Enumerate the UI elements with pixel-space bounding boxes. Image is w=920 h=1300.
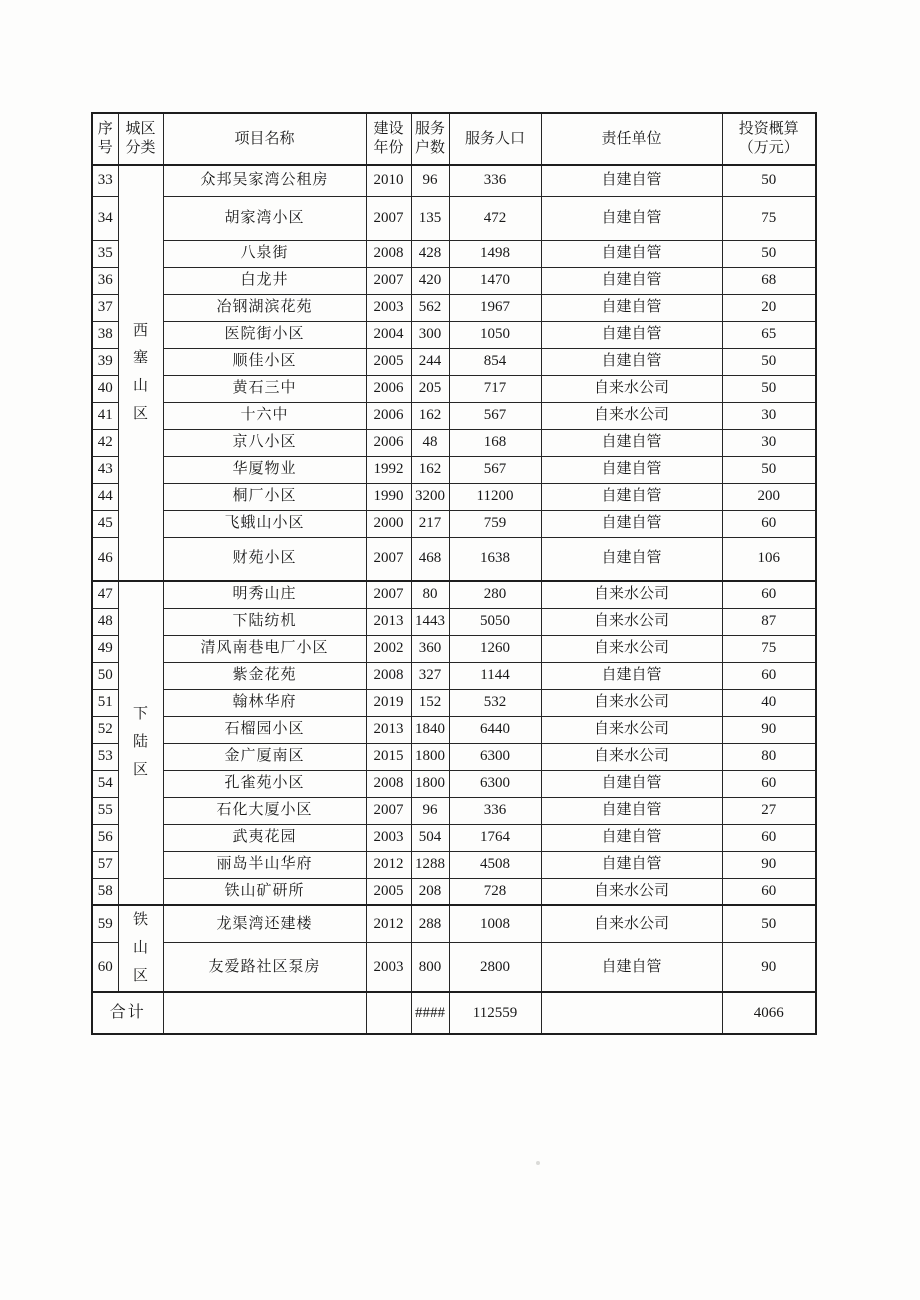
cell-unit: 自来水公司 (541, 375, 722, 402)
cell-population: 6440 (449, 716, 541, 743)
cell-year: 2005 (366, 348, 411, 375)
table-row (92, 348, 816, 375)
header-serial-line: 序号 (97, 121, 113, 156)
cell-investment: 65 (722, 321, 816, 348)
cell-unit: 自建自管 (541, 483, 722, 510)
cell-unit: 自建自管 (541, 456, 722, 483)
cell-project-name: 飞蛾山小区 (163, 510, 366, 537)
table-row (92, 716, 816, 743)
cell-population: 1008 (449, 905, 541, 943)
cell-year: 1992 (366, 456, 411, 483)
cell-unit: 自建自管 (541, 294, 722, 321)
cell-serial: 47 (92, 581, 118, 608)
cell-households: 80 (411, 581, 449, 608)
cell-population: 280 (449, 581, 541, 608)
cell-total-project-name (163, 992, 366, 1034)
table-row (92, 375, 816, 402)
header-year-line: 建设年份 (373, 121, 404, 156)
cell-serial: 35 (92, 240, 118, 267)
cell-investment: 50 (722, 348, 816, 375)
header-households (411, 113, 449, 165)
cell-households: 1800 (411, 770, 449, 797)
table-row (92, 537, 816, 581)
cell-unit: 自来水公司 (541, 689, 722, 716)
cell-unit: 自建自管 (541, 662, 722, 689)
cell-unit: 自来水公司 (541, 608, 722, 635)
cell-unit: 自来水公司 (541, 743, 722, 770)
scan-artifact-dot (536, 1161, 540, 1165)
cell-project-name: 铁山矿研所 (163, 878, 366, 905)
cell-total-unit (541, 992, 722, 1034)
cell-year: 2007 (366, 581, 411, 608)
cell-project-name: 清风南巷电厂小区 (163, 635, 366, 662)
cell-serial: 49 (92, 635, 118, 662)
cell-households: 152 (411, 689, 449, 716)
cell-year: 2004 (366, 321, 411, 348)
cell-year: 2007 (366, 267, 411, 294)
cell-serial: 59 (92, 905, 118, 943)
cell-investment: 20 (722, 294, 816, 321)
header-population-line: 服务人口 (464, 130, 525, 147)
cell-population: 2800 (449, 943, 541, 992)
cell-households: 504 (411, 824, 449, 851)
cell-investment: 106 (722, 537, 816, 581)
cell-year: 2013 (366, 608, 411, 635)
cell-serial: 52 (92, 716, 118, 743)
table-row (92, 456, 816, 483)
cell-serial: 33 (92, 165, 118, 196)
cell-unit: 自建自管 (541, 770, 722, 797)
cell-project-name: 十六中 (163, 402, 366, 429)
cell-households: 162 (411, 402, 449, 429)
cell-year: 2013 (366, 716, 411, 743)
water-projects-table (91, 112, 817, 1035)
cell-investment: 60 (722, 581, 816, 608)
cell-year: 2002 (366, 635, 411, 662)
cell-population: 336 (449, 797, 541, 824)
cell-project-name: 武夷花园 (163, 824, 366, 851)
table-row (92, 510, 816, 537)
cell-serial: 36 (92, 267, 118, 294)
cell-unit: 自建自管 (541, 321, 722, 348)
cell-district (118, 165, 163, 581)
cell-households: 205 (411, 375, 449, 402)
table-row (92, 608, 816, 635)
cell-investment: 60 (722, 510, 816, 537)
cell-investment: 50 (722, 905, 816, 943)
cell-population: 1050 (449, 321, 541, 348)
cell-total-population: 112559 (449, 992, 541, 1034)
cell-investment: 60 (722, 824, 816, 851)
cell-district (118, 905, 163, 992)
cell-population: 728 (449, 878, 541, 905)
header-project-line: 项目名称 (234, 130, 295, 147)
cell-serial: 43 (92, 456, 118, 483)
cell-serial: 40 (92, 375, 118, 402)
cell-serial: 58 (92, 878, 118, 905)
cell-investment: 50 (722, 240, 816, 267)
table-row (92, 851, 816, 878)
cell-unit: 自来水公司 (541, 635, 722, 662)
cell-year: 2007 (366, 537, 411, 581)
cell-households: 48 (411, 429, 449, 456)
cell-total-investment: 4066 (722, 992, 816, 1034)
table-row (92, 294, 816, 321)
cell-households: 3200 (411, 483, 449, 510)
cell-unit: 自建自管 (541, 510, 722, 537)
cell-investment: 90 (722, 716, 816, 743)
cell-unit: 自建自管 (541, 824, 722, 851)
cell-serial: 50 (92, 662, 118, 689)
table-row (92, 797, 816, 824)
cell-total-households: #### (411, 992, 449, 1034)
cell-serial: 42 (92, 429, 118, 456)
cell-investment: 90 (722, 851, 816, 878)
cell-investment: 50 (722, 375, 816, 402)
cell-project-name: 财苑小区 (163, 537, 366, 581)
cell-unit: 自建自管 (541, 348, 722, 375)
cell-year: 2008 (366, 770, 411, 797)
cell-population: 567 (449, 402, 541, 429)
table-row (92, 905, 816, 943)
cell-households: 244 (411, 348, 449, 375)
cell-serial: 54 (92, 770, 118, 797)
cell-population: 1144 (449, 662, 541, 689)
cell-year: 2008 (366, 240, 411, 267)
cell-population: 336 (449, 165, 541, 196)
cell-project-name: 孔雀苑小区 (163, 770, 366, 797)
cell-project-name: 石化大厦小区 (163, 797, 366, 824)
cell-population: 1498 (449, 240, 541, 267)
cell-population: 11200 (449, 483, 541, 510)
cell-year: 2000 (366, 510, 411, 537)
cell-project-name: 黄石三中 (163, 375, 366, 402)
cell-year: 2012 (366, 851, 411, 878)
cell-unit: 自建自管 (541, 429, 722, 456)
cell-serial: 57 (92, 851, 118, 878)
cell-population: 5050 (449, 608, 541, 635)
cell-population: 532 (449, 689, 541, 716)
cell-serial: 53 (92, 743, 118, 770)
cell-unit: 自建自管 (541, 196, 722, 240)
header-serial (92, 113, 118, 165)
cell-project-name: 紫金花苑 (163, 662, 366, 689)
table-row (92, 483, 816, 510)
cell-serial: 56 (92, 824, 118, 851)
cell-year: 2008 (366, 662, 411, 689)
cell-project-name: 八泉街 (163, 240, 366, 267)
cell-population: 854 (449, 348, 541, 375)
cell-households: 562 (411, 294, 449, 321)
cell-total-label: 合计 (92, 992, 163, 1034)
cell-population: 1638 (449, 537, 541, 581)
cell-population: 717 (449, 375, 541, 402)
cell-district (118, 581, 163, 905)
cell-households: 1800 (411, 743, 449, 770)
cell-unit: 自来水公司 (541, 878, 722, 905)
cell-investment: 68 (722, 267, 816, 294)
cell-project-name: 众邦吴家湾公租房 (163, 165, 366, 196)
cell-unit: 自建自管 (541, 537, 722, 581)
cell-serial: 41 (92, 402, 118, 429)
table-row (92, 662, 816, 689)
header-row (92, 113, 816, 165)
cell-households: 1840 (411, 716, 449, 743)
table-row (92, 321, 816, 348)
cell-unit: 自建自管 (541, 797, 722, 824)
header-investment (722, 113, 816, 165)
cell-unit: 自来水公司 (541, 402, 722, 429)
cell-population: 567 (449, 456, 541, 483)
cell-project-name: 白龙井 (163, 267, 366, 294)
cell-investment: 40 (722, 689, 816, 716)
cell-year: 2010 (366, 165, 411, 196)
cell-unit: 自建自管 (541, 943, 722, 992)
cell-serial: 60 (92, 943, 118, 992)
header-households-line: 服务户数 (414, 121, 445, 156)
cell-population: 6300 (449, 743, 541, 770)
header-year (366, 113, 411, 165)
cell-project-name: 友爱路社区泵房 (163, 943, 366, 992)
header-investment-line: （万元） (738, 140, 799, 156)
cell-year: 2005 (366, 878, 411, 905)
cell-year: 1990 (366, 483, 411, 510)
cell-year: 2007 (366, 797, 411, 824)
cell-project-name: 翰林华府 (163, 689, 366, 716)
table-row (92, 943, 816, 992)
cell-households: 135 (411, 196, 449, 240)
cell-population: 168 (449, 429, 541, 456)
district-label: 铁山区 (132, 912, 148, 984)
cell-project-name: 丽岛半山华府 (163, 851, 366, 878)
cell-investment: 50 (722, 456, 816, 483)
cell-project-name: 龙渠湾还建楼 (163, 905, 366, 943)
header-project (163, 113, 366, 165)
cell-year: 2003 (366, 943, 411, 992)
cell-total-year (366, 992, 411, 1034)
cell-serial: 38 (92, 321, 118, 348)
cell-households: 208 (411, 878, 449, 905)
cell-project-name: 下陆纺机 (163, 608, 366, 635)
cell-unit: 自建自管 (541, 165, 722, 196)
cell-households: 288 (411, 905, 449, 943)
table-row (92, 402, 816, 429)
table-row (92, 196, 816, 240)
cell-project-name: 京八小区 (163, 429, 366, 456)
cell-unit: 自来水公司 (541, 581, 722, 608)
header-district-line: 城区分类 (125, 121, 156, 156)
cell-year: 2007 (366, 196, 411, 240)
cell-unit: 自来水公司 (541, 905, 722, 943)
cell-project-name: 桐厂小区 (163, 483, 366, 510)
cell-serial: 55 (92, 797, 118, 824)
cell-unit: 自来水公司 (541, 716, 722, 743)
table-row (92, 743, 816, 770)
cell-households: 420 (411, 267, 449, 294)
cell-investment: 87 (722, 608, 816, 635)
cell-year: 2006 (366, 402, 411, 429)
cell-year: 2015 (366, 743, 411, 770)
cell-serial: 51 (92, 689, 118, 716)
header-district (118, 113, 163, 165)
cell-year: 2003 (366, 824, 411, 851)
header-unit-line: 责任单位 (601, 130, 662, 147)
table-body (92, 165, 816, 1034)
cell-population: 759 (449, 510, 541, 537)
cell-serial: 44 (92, 483, 118, 510)
cell-serial: 39 (92, 348, 118, 375)
cell-serial: 37 (92, 294, 118, 321)
table-row (92, 878, 816, 905)
header-population (449, 113, 541, 165)
cell-population: 1470 (449, 267, 541, 294)
cell-year: 2019 (366, 689, 411, 716)
cell-population: 1764 (449, 824, 541, 851)
cell-project-name: 冶钢湖滨花苑 (163, 294, 366, 321)
cell-households: 468 (411, 537, 449, 581)
header-investment-line: 投资概算 (738, 121, 799, 138)
cell-unit: 自建自管 (541, 851, 722, 878)
cell-project-name: 顺佳小区 (163, 348, 366, 375)
cell-serial: 45 (92, 510, 118, 537)
table-header (92, 113, 816, 165)
cell-investment: 60 (722, 878, 816, 905)
cell-investment: 30 (722, 429, 816, 456)
table-row (92, 635, 816, 662)
cell-investment: 30 (722, 402, 816, 429)
cell-investment: 90 (722, 943, 816, 992)
total-row (92, 992, 816, 1034)
cell-investment: 80 (722, 743, 816, 770)
cell-serial: 34 (92, 196, 118, 240)
table-row (92, 429, 816, 456)
cell-project-name: 明秀山庄 (163, 581, 366, 608)
table-row (92, 165, 816, 196)
cell-year: 2006 (366, 429, 411, 456)
cell-unit: 自建自管 (541, 267, 722, 294)
cell-households: 96 (411, 797, 449, 824)
cell-year: 2003 (366, 294, 411, 321)
cell-population: 6300 (449, 770, 541, 797)
cell-households: 96 (411, 165, 449, 196)
cell-households: 1443 (411, 608, 449, 635)
district-label: 西塞山区 (132, 322, 148, 422)
cell-investment: 75 (722, 635, 816, 662)
cell-serial: 48 (92, 608, 118, 635)
table-row (92, 240, 816, 267)
table-row (92, 581, 816, 608)
cell-project-name: 医院街小区 (163, 321, 366, 348)
cell-households: 800 (411, 943, 449, 992)
cell-unit: 自建自管 (541, 240, 722, 267)
cell-households: 360 (411, 635, 449, 662)
district-label: 下陆区 (132, 706, 148, 778)
table-row (92, 824, 816, 851)
cell-households: 300 (411, 321, 449, 348)
table-row (92, 689, 816, 716)
cell-population: 1967 (449, 294, 541, 321)
table-row (92, 770, 816, 797)
cell-year: 2012 (366, 905, 411, 943)
cell-population: 1260 (449, 635, 541, 662)
cell-project-name: 华厦物业 (163, 456, 366, 483)
cell-households: 162 (411, 456, 449, 483)
cell-households: 1288 (411, 851, 449, 878)
cell-year: 2006 (366, 375, 411, 402)
table-row (92, 267, 816, 294)
cell-project-name: 胡家湾小区 (163, 196, 366, 240)
header-unit (541, 113, 722, 165)
cell-population: 4508 (449, 851, 541, 878)
cell-households: 327 (411, 662, 449, 689)
cell-project-name: 金广厦南区 (163, 743, 366, 770)
cell-households: 428 (411, 240, 449, 267)
cell-serial: 46 (92, 537, 118, 581)
cell-investment: 27 (722, 797, 816, 824)
cell-investment: 60 (722, 770, 816, 797)
cell-investment: 200 (722, 483, 816, 510)
cell-investment: 75 (722, 196, 816, 240)
cell-investment: 60 (722, 662, 816, 689)
cell-project-name: 石榴园小区 (163, 716, 366, 743)
cell-population: 472 (449, 196, 541, 240)
cell-households: 217 (411, 510, 449, 537)
cell-investment: 50 (722, 165, 816, 196)
